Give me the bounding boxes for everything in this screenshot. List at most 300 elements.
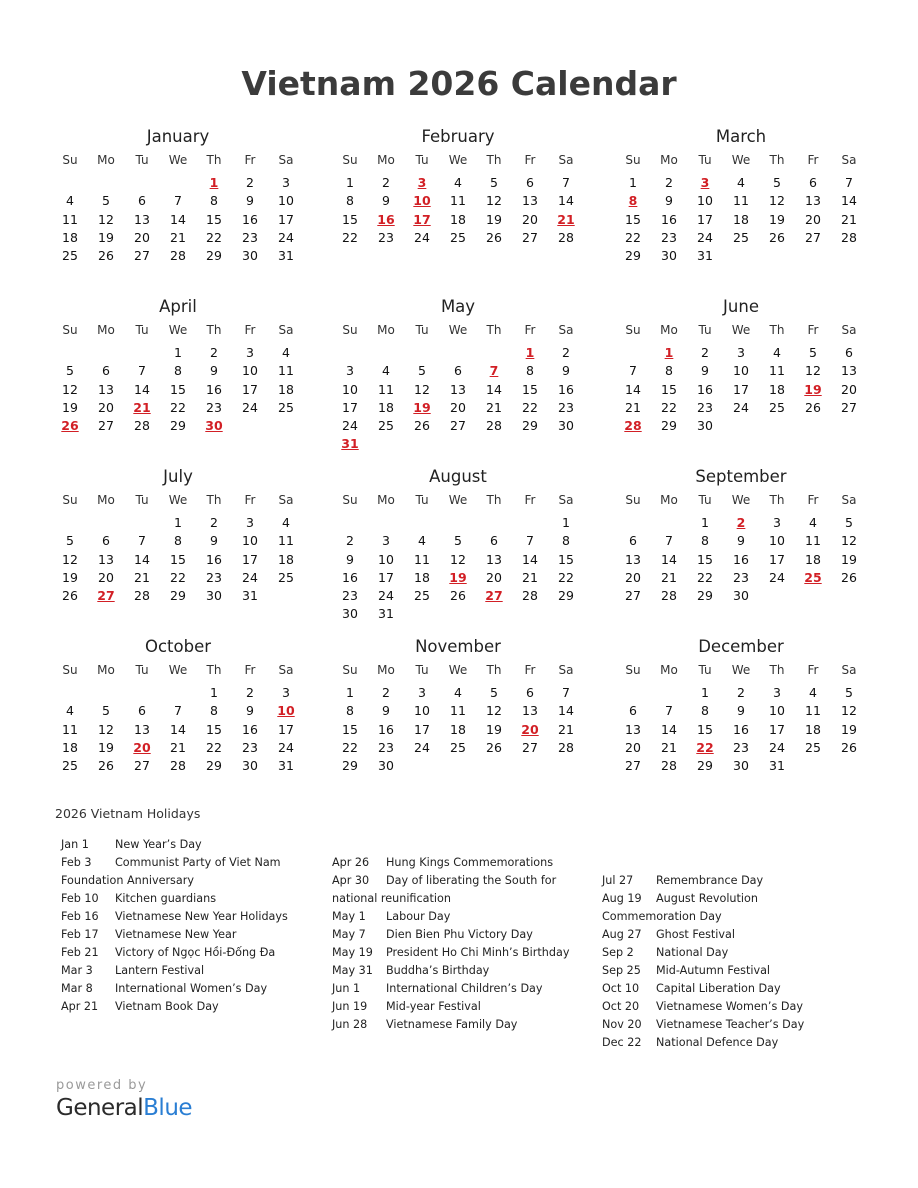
weekday-label: Tu bbox=[415, 323, 429, 337]
holiday-day-cell: 3 bbox=[417, 175, 427, 190]
week-row bbox=[332, 757, 584, 775]
day-cell: 15 bbox=[522, 381, 538, 397]
empty-cell bbox=[615, 344, 651, 362]
empty-cell bbox=[795, 417, 831, 435]
holiday-item bbox=[332, 962, 594, 980]
day-cell: 11 bbox=[450, 703, 466, 719]
brand-name-accent: Blue bbox=[143, 1095, 193, 1121]
month-name: April bbox=[159, 297, 197, 316]
weekday-header bbox=[332, 660, 584, 680]
month-name: October bbox=[144, 637, 212, 656]
week-row bbox=[52, 229, 304, 247]
empty-cell bbox=[512, 514, 548, 532]
holiday-name: Kitchen guardians bbox=[115, 892, 217, 905]
day-cell: 3 bbox=[246, 345, 254, 360]
holiday-name: New Year’s Day bbox=[115, 838, 202, 851]
day-cell: 18 bbox=[769, 381, 785, 397]
day-cell: 14 bbox=[134, 551, 150, 567]
day-cell: 11 bbox=[805, 703, 821, 719]
weekday-label: Th bbox=[486, 493, 502, 507]
weekday-header bbox=[615, 150, 867, 170]
day-cell: 2 bbox=[382, 175, 390, 190]
day-cell: 12 bbox=[841, 703, 857, 719]
holiday-date: Sep 2 bbox=[602, 946, 634, 959]
holiday-day-cell: 21 bbox=[557, 211, 575, 227]
month-may bbox=[332, 296, 584, 454]
month-june bbox=[615, 296, 867, 435]
week-row bbox=[332, 684, 584, 702]
empty-cell bbox=[476, 514, 512, 532]
day-cell: 6 bbox=[809, 175, 817, 190]
weekday-label: We bbox=[448, 153, 468, 167]
holiday-name: Dien Bien Phu Victory Day bbox=[386, 928, 533, 941]
day-cell: 26 bbox=[841, 569, 857, 585]
day-cell: 17 bbox=[769, 551, 785, 567]
weekday-label: Tu bbox=[415, 153, 429, 167]
holiday-name: President Ho Chi Minh’s Birthday bbox=[386, 946, 570, 959]
day-cell: 15 bbox=[206, 211, 222, 227]
empty-cell bbox=[512, 435, 548, 453]
empty-cell bbox=[88, 344, 124, 362]
week-row bbox=[615, 532, 867, 550]
day-cell: 5 bbox=[845, 685, 853, 700]
day-cell: 13 bbox=[805, 193, 821, 209]
holiday-date: Dec 22 bbox=[602, 1036, 642, 1049]
week-row bbox=[332, 514, 584, 532]
day-cell: 25 bbox=[278, 569, 294, 585]
day-cell: 4 bbox=[418, 533, 426, 549]
day-cell: 13 bbox=[522, 193, 538, 209]
week-row bbox=[52, 514, 304, 532]
weekday-label: Tu bbox=[698, 663, 712, 677]
empty-cell bbox=[232, 417, 268, 435]
empty-cell bbox=[368, 435, 404, 453]
holiday-name: National Defence Day bbox=[656, 1036, 779, 1049]
day-cell: 13 bbox=[841, 363, 857, 379]
day-cell: 8 bbox=[562, 533, 570, 549]
day-cell: 9 bbox=[246, 703, 254, 719]
day-cell: 10 bbox=[242, 533, 258, 549]
weekday-label: We bbox=[168, 663, 188, 677]
day-cell: 24 bbox=[242, 399, 258, 415]
day-cell: 27 bbox=[805, 229, 821, 245]
weekday-label: We bbox=[168, 493, 188, 507]
week-row bbox=[615, 174, 867, 192]
weekday-label: Sa bbox=[558, 153, 574, 167]
holiday-item bbox=[61, 980, 311, 998]
week-row bbox=[52, 381, 304, 399]
holiday-item bbox=[332, 998, 594, 1016]
day-cell: 5 bbox=[845, 515, 853, 530]
day-cell: 13 bbox=[98, 381, 114, 397]
weekday-label: Th bbox=[486, 663, 502, 677]
week-row bbox=[332, 174, 584, 192]
holiday-name: Vietnamese Women’s Day bbox=[656, 1000, 803, 1013]
holiday-date: Oct 10 bbox=[602, 982, 640, 995]
holiday-date: May 19 bbox=[332, 946, 373, 959]
weekday-label: Th bbox=[486, 153, 502, 167]
holiday-date: Feb 3 bbox=[61, 856, 92, 869]
empty-cell bbox=[52, 174, 88, 192]
day-cell: 12 bbox=[841, 533, 857, 549]
day-cell: 27 bbox=[625, 758, 641, 774]
holiday-day-cell: 22 bbox=[696, 739, 714, 755]
holiday-item bbox=[61, 908, 311, 926]
holiday-item bbox=[332, 854, 594, 872]
week-row bbox=[615, 702, 867, 720]
day-cell: 27 bbox=[450, 418, 466, 434]
empty-cell bbox=[795, 757, 831, 775]
day-cell: 1 bbox=[174, 345, 182, 360]
holiday-item bbox=[602, 1016, 852, 1034]
day-cell: 29 bbox=[558, 588, 574, 604]
holiday-day-cell: 25 bbox=[804, 569, 822, 585]
weekday-label: Th bbox=[486, 323, 502, 337]
day-cell: 22 bbox=[661, 399, 677, 415]
day-cell: 31 bbox=[278, 248, 294, 264]
week-row bbox=[52, 362, 304, 380]
day-cell: 11 bbox=[62, 721, 78, 737]
holiday-name: Victory of Ngọc Hồi-Đống Đa bbox=[115, 946, 276, 959]
day-cell: 4 bbox=[66, 193, 74, 209]
day-cell: 22 bbox=[342, 739, 358, 755]
day-cell: 6 bbox=[526, 685, 534, 700]
empty-cell bbox=[615, 684, 651, 702]
empty-cell bbox=[759, 247, 795, 265]
week-row bbox=[52, 532, 304, 550]
empty-cell bbox=[476, 757, 512, 775]
day-cell: 20 bbox=[522, 211, 538, 227]
day-cell: 17 bbox=[697, 211, 713, 227]
empty-cell bbox=[124, 344, 160, 362]
weekday-label: Mo bbox=[377, 493, 395, 507]
day-cell: 28 bbox=[134, 418, 150, 434]
holiday-item bbox=[61, 890, 311, 908]
weekday-label: Fr bbox=[807, 663, 819, 677]
day-cell: 13 bbox=[486, 551, 502, 567]
empty-cell bbox=[440, 344, 476, 362]
holiday-name: Day of liberating the South for national reunification bbox=[332, 874, 557, 905]
day-cell: 5 bbox=[102, 193, 110, 209]
day-cell: 15 bbox=[342, 211, 358, 227]
day-cell: 6 bbox=[629, 703, 637, 719]
holiday-day-cell: 8 bbox=[628, 193, 638, 209]
holiday-name: Vietnamese Family Day bbox=[386, 1018, 518, 1031]
day-cell: 15 bbox=[558, 551, 574, 567]
holiday-name: August Revolution Commemoration Day bbox=[602, 892, 758, 923]
weekday-label: Mo bbox=[660, 323, 678, 337]
day-cell: 7 bbox=[562, 685, 570, 700]
day-cell: 7 bbox=[562, 175, 570, 190]
day-cell: 26 bbox=[62, 588, 78, 604]
day-cell: 28 bbox=[170, 248, 186, 264]
week-row bbox=[615, 229, 867, 247]
day-cell: 12 bbox=[98, 211, 114, 227]
day-cell: 22 bbox=[522, 399, 538, 415]
day-cell: 28 bbox=[558, 229, 574, 245]
holiday-day-cell: 21 bbox=[133, 399, 151, 415]
empty-cell bbox=[268, 417, 304, 435]
holiday-item bbox=[602, 980, 852, 998]
empty-cell bbox=[831, 757, 867, 775]
day-cell: 26 bbox=[414, 418, 430, 434]
weekday-label: Mo bbox=[377, 323, 395, 337]
week-row bbox=[52, 417, 304, 435]
day-cell: 24 bbox=[414, 229, 430, 245]
holiday-column-3 bbox=[602, 872, 852, 1052]
weekday-label: Su bbox=[625, 493, 641, 507]
page-title: Vietnam 2026 Calendar bbox=[241, 64, 677, 103]
empty-cell bbox=[440, 757, 476, 775]
month-name: July bbox=[163, 467, 193, 486]
weekday-label: We bbox=[731, 663, 751, 677]
day-cell: 15 bbox=[170, 551, 186, 567]
day-cell: 24 bbox=[769, 569, 785, 585]
day-cell: 16 bbox=[242, 721, 258, 737]
weekday-label: We bbox=[731, 323, 751, 337]
day-cell: 13 bbox=[98, 551, 114, 567]
day-cell: 11 bbox=[278, 533, 294, 549]
day-cell: 30 bbox=[242, 248, 258, 264]
empty-cell bbox=[368, 514, 404, 532]
day-cell: 16 bbox=[242, 211, 258, 227]
day-cell: 7 bbox=[138, 533, 146, 549]
empty-cell bbox=[124, 514, 160, 532]
week-row bbox=[52, 684, 304, 702]
day-cell: 9 bbox=[210, 363, 218, 379]
day-cell: 2 bbox=[246, 685, 254, 700]
day-cell: 23 bbox=[342, 588, 358, 604]
empty-cell bbox=[332, 344, 368, 362]
holiday-day-cell: 10 bbox=[277, 703, 295, 719]
day-cell: 18 bbox=[62, 739, 78, 755]
empty-cell bbox=[759, 587, 795, 605]
day-cell: 29 bbox=[661, 418, 677, 434]
holiday-item bbox=[61, 998, 311, 1016]
month-july bbox=[52, 466, 304, 605]
week-row bbox=[52, 702, 304, 720]
empty-cell bbox=[759, 417, 795, 435]
week-row bbox=[615, 721, 867, 739]
day-cell: 20 bbox=[98, 399, 114, 415]
day-cell: 11 bbox=[769, 363, 785, 379]
holiday-name: Vietnamese New Year bbox=[115, 928, 237, 941]
day-cell: 28 bbox=[558, 739, 574, 755]
empty-cell bbox=[88, 514, 124, 532]
month-name: August bbox=[429, 467, 487, 486]
weekday-header bbox=[332, 150, 584, 170]
weekday-label: Sa bbox=[841, 323, 857, 337]
holiday-date: Aug 19 bbox=[602, 892, 642, 905]
holiday-item bbox=[332, 980, 594, 998]
day-cell: 30 bbox=[661, 248, 677, 264]
day-cell: 26 bbox=[841, 739, 857, 755]
day-cell: 30 bbox=[733, 588, 749, 604]
empty-cell bbox=[651, 514, 687, 532]
day-cell: 23 bbox=[242, 739, 258, 755]
day-cell: 6 bbox=[490, 533, 498, 549]
holiday-name: Mid-year Festival bbox=[386, 1000, 481, 1013]
day-cell: 30 bbox=[697, 418, 713, 434]
week-row bbox=[52, 757, 304, 775]
holiday-day-cell: 27 bbox=[97, 588, 115, 604]
weekday-label: Th bbox=[206, 323, 222, 337]
day-cell: 17 bbox=[414, 721, 430, 737]
day-cell: 7 bbox=[526, 533, 534, 549]
holiday-date: Feb 21 bbox=[61, 946, 99, 959]
weekday-label: Sa bbox=[278, 153, 294, 167]
day-cell: 21 bbox=[841, 211, 857, 227]
day-cell: 5 bbox=[66, 533, 74, 549]
weekday-header bbox=[52, 320, 304, 340]
holiday-column-2 bbox=[332, 854, 594, 1034]
day-cell: 22 bbox=[170, 399, 186, 415]
week-row bbox=[52, 192, 304, 210]
empty-cell bbox=[723, 417, 759, 435]
holiday-name: Labour Day bbox=[386, 910, 451, 923]
holiday-date: May 7 bbox=[332, 928, 366, 941]
weekday-header bbox=[615, 320, 867, 340]
day-cell: 17 bbox=[242, 551, 258, 567]
empty-cell bbox=[404, 344, 440, 362]
holiday-date: Oct 20 bbox=[602, 1000, 640, 1013]
day-cell: 20 bbox=[134, 229, 150, 245]
day-cell: 4 bbox=[282, 515, 290, 530]
week-row bbox=[332, 362, 584, 380]
day-cell: 26 bbox=[450, 588, 466, 604]
month-october bbox=[52, 636, 304, 775]
day-cell: 28 bbox=[841, 229, 857, 245]
week-row bbox=[332, 192, 584, 210]
day-cell: 28 bbox=[486, 418, 502, 434]
day-cell: 27 bbox=[522, 229, 538, 245]
holiday-item bbox=[332, 944, 594, 962]
empty-cell bbox=[368, 344, 404, 362]
day-cell: 7 bbox=[174, 193, 182, 209]
empty-cell bbox=[548, 757, 584, 775]
weekday-label: We bbox=[168, 323, 188, 337]
weekday-label: Sa bbox=[841, 663, 857, 677]
day-cell: 23 bbox=[378, 229, 394, 245]
day-cell: 16 bbox=[378, 721, 394, 737]
holiday-day-cell: 30 bbox=[205, 418, 223, 434]
day-cell: 6 bbox=[138, 703, 146, 719]
day-cell: 25 bbox=[62, 248, 78, 264]
weekday-label: Su bbox=[342, 493, 358, 507]
day-cell: 6 bbox=[845, 345, 853, 360]
day-cell: 30 bbox=[342, 606, 358, 622]
holiday-column-1 bbox=[61, 836, 311, 1016]
weekday-label: Tu bbox=[135, 323, 149, 337]
day-cell: 17 bbox=[733, 381, 749, 397]
day-cell: 25 bbox=[733, 229, 749, 245]
day-cell: 11 bbox=[414, 551, 430, 567]
day-cell: 14 bbox=[661, 551, 677, 567]
day-cell: 14 bbox=[558, 193, 574, 209]
weekday-label: Fr bbox=[524, 153, 536, 167]
day-cell: 14 bbox=[134, 381, 150, 397]
holiday-date: Mar 8 bbox=[61, 982, 93, 995]
day-cell: 21 bbox=[661, 569, 677, 585]
empty-cell bbox=[723, 247, 759, 265]
day-cell: 23 bbox=[206, 399, 222, 415]
month-january bbox=[52, 126, 304, 265]
day-cell: 5 bbox=[66, 363, 74, 379]
week-row bbox=[615, 399, 867, 417]
day-cell: 17 bbox=[278, 721, 294, 737]
day-cell: 9 bbox=[382, 703, 390, 719]
holiday-date: Feb 17 bbox=[61, 928, 99, 941]
weekday-label: Fr bbox=[524, 323, 536, 337]
day-cell: 9 bbox=[210, 533, 218, 549]
day-cell: 10 bbox=[769, 703, 785, 719]
week-row bbox=[332, 344, 584, 362]
day-cell: 4 bbox=[66, 703, 74, 719]
holiday-date: Mar 3 bbox=[61, 964, 93, 977]
week-row bbox=[615, 514, 867, 532]
week-row bbox=[332, 605, 584, 623]
weekday-label: Su bbox=[62, 493, 78, 507]
day-cell: 19 bbox=[98, 229, 114, 245]
day-cell: 9 bbox=[246, 193, 254, 209]
day-cell: 12 bbox=[805, 363, 821, 379]
day-cell: 25 bbox=[450, 229, 466, 245]
month-name: June bbox=[723, 297, 759, 316]
day-cell: 6 bbox=[526, 175, 534, 190]
month-name: February bbox=[421, 127, 495, 146]
day-cell: 24 bbox=[378, 588, 394, 604]
weekday-label: Tu bbox=[135, 153, 149, 167]
day-cell: 19 bbox=[98, 739, 114, 755]
day-cell: 11 bbox=[450, 193, 466, 209]
holiday-name: Ghost Festival bbox=[656, 928, 735, 941]
week-row bbox=[52, 739, 304, 757]
empty-cell bbox=[476, 605, 512, 623]
empty-cell bbox=[615, 514, 651, 532]
month-march bbox=[615, 126, 867, 265]
brand-name bbox=[56, 1095, 192, 1121]
day-cell: 2 bbox=[210, 515, 218, 530]
day-cell: 26 bbox=[98, 758, 114, 774]
day-cell: 13 bbox=[134, 211, 150, 227]
day-cell: 25 bbox=[62, 758, 78, 774]
holiday-item bbox=[332, 926, 594, 944]
holiday-day-cell: 19 bbox=[804, 381, 822, 397]
day-cell: 22 bbox=[558, 569, 574, 585]
weekday-label: Tu bbox=[135, 663, 149, 677]
day-cell: 2 bbox=[382, 685, 390, 700]
day-cell: 6 bbox=[138, 193, 146, 209]
day-cell: 4 bbox=[809, 685, 817, 700]
holiday-day-cell: 19 bbox=[449, 569, 467, 585]
day-cell: 24 bbox=[278, 739, 294, 755]
empty-cell bbox=[831, 417, 867, 435]
day-cell: 29 bbox=[625, 248, 641, 264]
day-cell: 22 bbox=[697, 569, 713, 585]
day-cell: 29 bbox=[170, 418, 186, 434]
week-row bbox=[332, 587, 584, 605]
week-row bbox=[615, 247, 867, 265]
day-cell: 3 bbox=[418, 685, 426, 700]
day-cell: 16 bbox=[697, 381, 713, 397]
week-row bbox=[615, 587, 867, 605]
weekday-label: Fr bbox=[244, 663, 256, 677]
day-cell: 13 bbox=[625, 721, 641, 737]
day-cell: 29 bbox=[522, 418, 538, 434]
day-cell: 20 bbox=[486, 569, 502, 585]
day-cell: 10 bbox=[414, 703, 430, 719]
day-cell: 9 bbox=[737, 703, 745, 719]
